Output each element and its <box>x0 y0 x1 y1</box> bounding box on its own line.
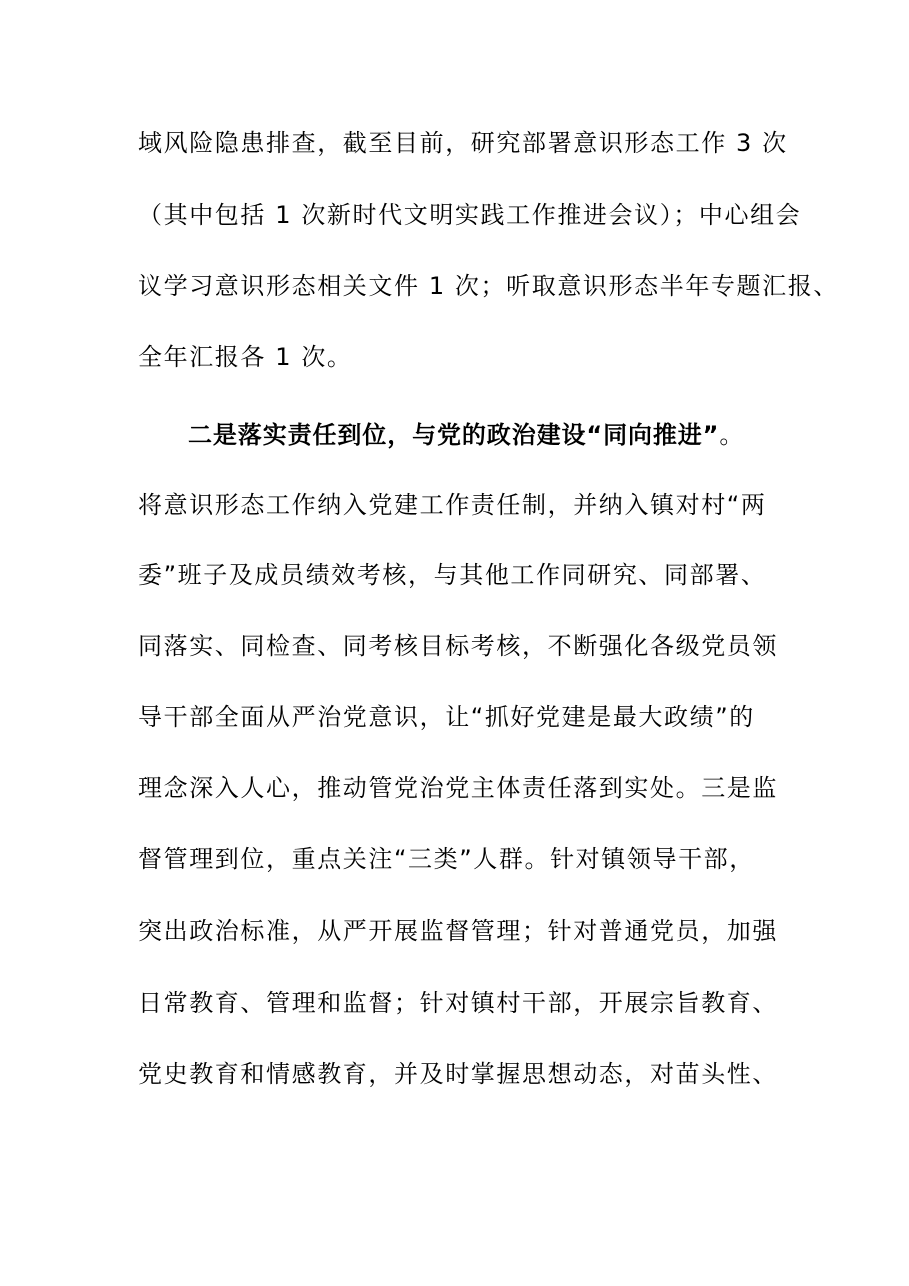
paragraph-line: 全年汇报各 1 次。 <box>138 343 353 371</box>
section-heading <box>188 420 838 450</box>
paragraph-line: 突出政治标准，从严开展监督管理；针对普通党员，加强 <box>138 917 778 945</box>
paragraph-line: 党史教育和情感教育，并及时掌握思想动态，对苗头性、 <box>138 1060 778 1088</box>
paragraph-line: 议学习意识形态相关文件 1 次；听取意识形态半年专题汇报、 <box>138 272 839 300</box>
section-heading-text: 二是落实责任到位，与党的政治建设“同向推进” <box>188 421 720 449</box>
paragraph-line: 理念深入人心，推动管党治党主体责任落到实处。三是监 <box>138 774 778 802</box>
paragraph-line: 将意识形态工作纳入党建工作责任制，并纳入镇对村“两 <box>138 491 767 519</box>
paragraph-line: 域风险隐患排查，截至目前，研究部署意识形态工作 3 次 <box>138 129 788 157</box>
paragraph-line: 委”班子及成员绩效考核，与其他工作同研究、同部署、 <box>138 561 767 589</box>
section-heading-period: 。 <box>719 421 745 449</box>
paragraph-line: 督管理到位，重点关注“三类”人群。针对镇领导干部， <box>138 845 755 873</box>
paragraph-line: 日常教育、管理和监督；针对镇村干部，开展宗旨教育、 <box>138 989 778 1017</box>
paragraph-line: 导干部全面从严治党意识，让“抓好党建是最大政绩”的 <box>138 703 755 731</box>
paragraph-line: （其中包括 1 次新时代文明实践工作推进会议）；中心组会 <box>138 201 802 229</box>
paragraph-line: 同落实、同检查、同考核目标考核，不断强化各级党员领 <box>138 632 778 660</box>
